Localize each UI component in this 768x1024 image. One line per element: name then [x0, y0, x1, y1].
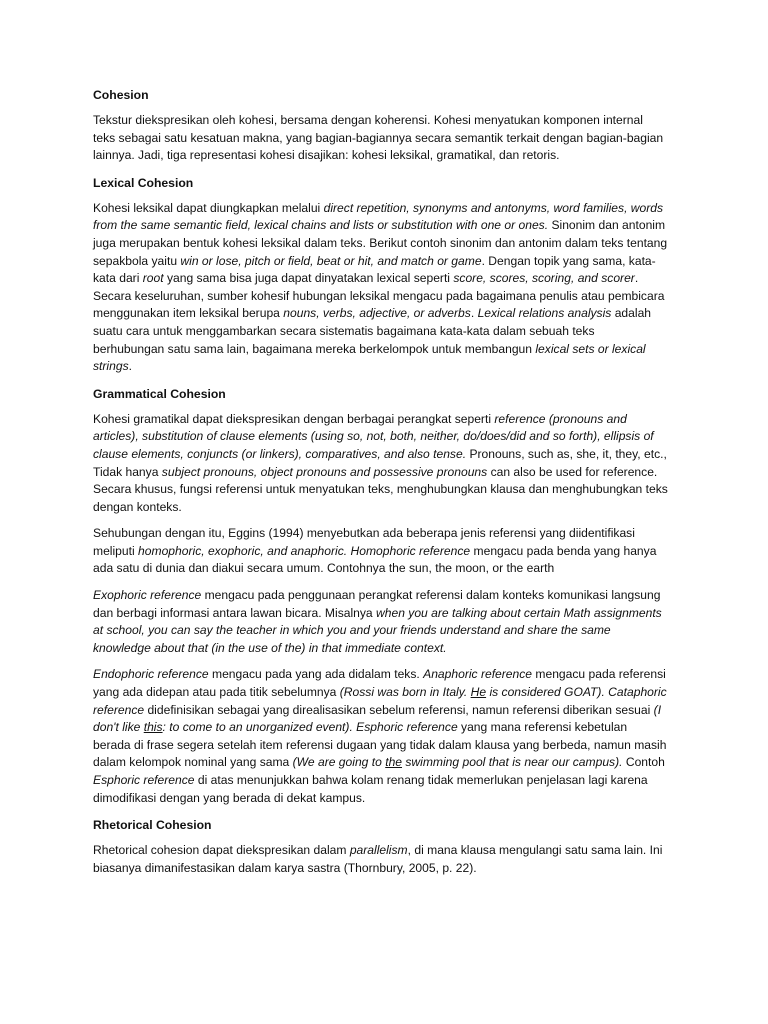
section-heading: Lexical Cohesion [93, 175, 194, 190]
text-run: Contoh [622, 755, 665, 770]
text-run: Pronouns, such as, she, it, they, etc., Tidak hanya [93, 446, 667, 479]
text-run: . [128, 359, 132, 374]
text-run: adalah suatu cara untuk menggambarkan secara sistematis bagaimana kata-kata dalam sebuah teks berhubungan satu sama lain, bagaimana mereka berkelompok untuk membangun [93, 306, 652, 356]
italic-text: Esphoric reference [93, 773, 195, 787]
italic-text [144, 720, 163, 734]
text-run: mengacu pada referensi yang ada didepan atau pada titik sebelumnya [93, 667, 666, 700]
body-paragraph [93, 112, 668, 165]
body-paragraph [93, 666, 668, 807]
text-run: mengacu pada penggunaan perangkat referensi dalam konteks komunikasi langsung dan berbagi informasi antara lawan bicara. Misalnya [93, 588, 661, 620]
body-paragraph [93, 525, 668, 578]
section-heading: Cohesion [93, 88, 149, 102]
italic-text: when you are talking about certain Math assignments at school, you can say the teacher in which you and your friends understand and share the same knowledge about that (in the use of the) in that immediate context. [93, 605, 662, 655]
italic-text [385, 755, 402, 769]
underlined-text: this [143, 720, 163, 735]
text-run: Kohesi leksikal dapat diungkapkan melalui [93, 200, 324, 215]
text-run: can also be used for reference. Secara khusus, fungsi referensi untuk menyatukan teks, menghubungkan klausa dan menghubungkan teks dengan konteks. [93, 464, 668, 514]
text-run: . Dengan topik yang sama, kata-kata dari [93, 253, 656, 286]
italic-text: win or lose, pitch or field, beat or hit, and match or game [180, 253, 482, 268]
italic-text: Exophoric reference [93, 588, 202, 603]
text-run: Rhetorical cohesion dapat diekspresikan dalam [93, 843, 350, 858]
text-run: Sehubungan dengan itu, Eggins (1994) menyebutkan ada beberapa jenis referensi yang diidentifikasi meliputi [93, 526, 635, 558]
italic-text: : to come to an unorganized event). Esphoric reference [162, 720, 458, 735]
text-run: , di mana klausa mengulangi satu sama lain. Ini biasanya dimanifestasikan dalam karya sastra (Thornbury, 2005, p. 22). [93, 843, 663, 875]
italic-text: subject pronouns, object pronouns and possessive pronouns [161, 464, 488, 479]
text-run: yang mana referensi kebetulan berada di frase segera setelah item referensi dugaan yang tidak dalam klausa yang berbeda, namun masih dalam kelompok nominal yang sama [93, 720, 667, 770]
text-run: Sinonim dan antonim juga merupakan bentuk kohesi leksikal dalam teks. Berikut contoh sinonim dan antonim dalam teks tentang sepakbola yaitu [93, 218, 668, 268]
italic-text: swimming pool that is near our campus). [402, 755, 623, 770]
section-heading: Grammatical Cohesion [93, 386, 226, 401]
italic-text: Lexical relations analysis [477, 306, 612, 321]
text-run: Kohesi gramatikal dapat diekspresikan dengan berbagai perangkat seperti [93, 411, 495, 426]
text-run: mengacu pada yang ada didalam teks. [208, 667, 424, 682]
italic-text: (We are going to [292, 755, 386, 770]
text-run: mengacu pada benda yang hanya ada satu di dunia dan diakui secara umum. Contohnya the sun, the moon, or the earth [93, 543, 657, 576]
italic-text: lexical sets or lexical strings [93, 341, 646, 374]
underlined-text: the [385, 755, 403, 770]
section-heading: Rhetorical Cohesion [93, 818, 212, 833]
italic-text: Endophoric reference [93, 667, 209, 682]
italic-text: (I don't like [93, 702, 662, 735]
text-run: yang sama bisa juga dapat dinyatakan lexical seperti [163, 271, 454, 286]
text-run: . Secara keseluruhan, sumber kohesif hubungan leksikal mengacu pada bagaimana penulis atau pembicara menggunakan item leksikal berupa [93, 271, 665, 321]
italic-text: (Rossi was born in Italy. [339, 685, 471, 700]
italic-text: is considered GOAT). Cataphoric reference [93, 685, 667, 717]
text-run: Tekstur diekspresikan oleh kohesi, bersama dengan koherensi. Kohesi menyatukan komponen internal teks sebagai satu kesatuan makna, yang bagian-bagiannya secara semantik terkait dengan bagian-bagian lainnya. Jadi, tiga representasi kohesi disajikan: kohesi leksikal, gramatikal, dan retoris. [93, 113, 664, 163]
italic-text: root [142, 271, 164, 286]
body-paragraph [93, 842, 668, 877]
italic-text: direct repetition, synonyms and antonyms, word families, words from the same semantic field, lexical chains and lists or substitution with one or ones. [93, 200, 664, 233]
italic-text: score, scores, scoring, and scorer [453, 271, 635, 286]
italic-text: homophoric, exophoric, and anaphoric. Homophoric reference [138, 543, 471, 558]
italic-text [471, 685, 486, 699]
italic-text: Anaphoric reference [423, 667, 533, 682]
text-run: di atas menunjukkan bahwa kolam renang tidak memerlukan penjelasan lagi karena dimodifikasi dengan yang berada di dekat kampus. [93, 773, 648, 805]
italic-text: parallelism [349, 843, 408, 858]
italic-text: reference (pronouns and articles), substitution of clause elements (using so, not, both, neither, do/does/did and so forth), ellipsis of clause elements, conjuncts (or linkers), comparatives, and also tense. [93, 411, 654, 461]
text-run: . [470, 306, 478, 321]
italic-text: nouns, verbs, adjective, or adverbs [283, 306, 471, 321]
text-run: didefinisikan sebagai yang direalisasikan sebelum referensi, namun referensi diberikan sesuai [144, 702, 654, 717]
document-body [93, 86, 668, 877]
body-paragraph [93, 587, 668, 657]
body-paragraph [93, 411, 668, 517]
body-paragraph [93, 200, 668, 376]
underlined-text: He [470, 685, 487, 700]
